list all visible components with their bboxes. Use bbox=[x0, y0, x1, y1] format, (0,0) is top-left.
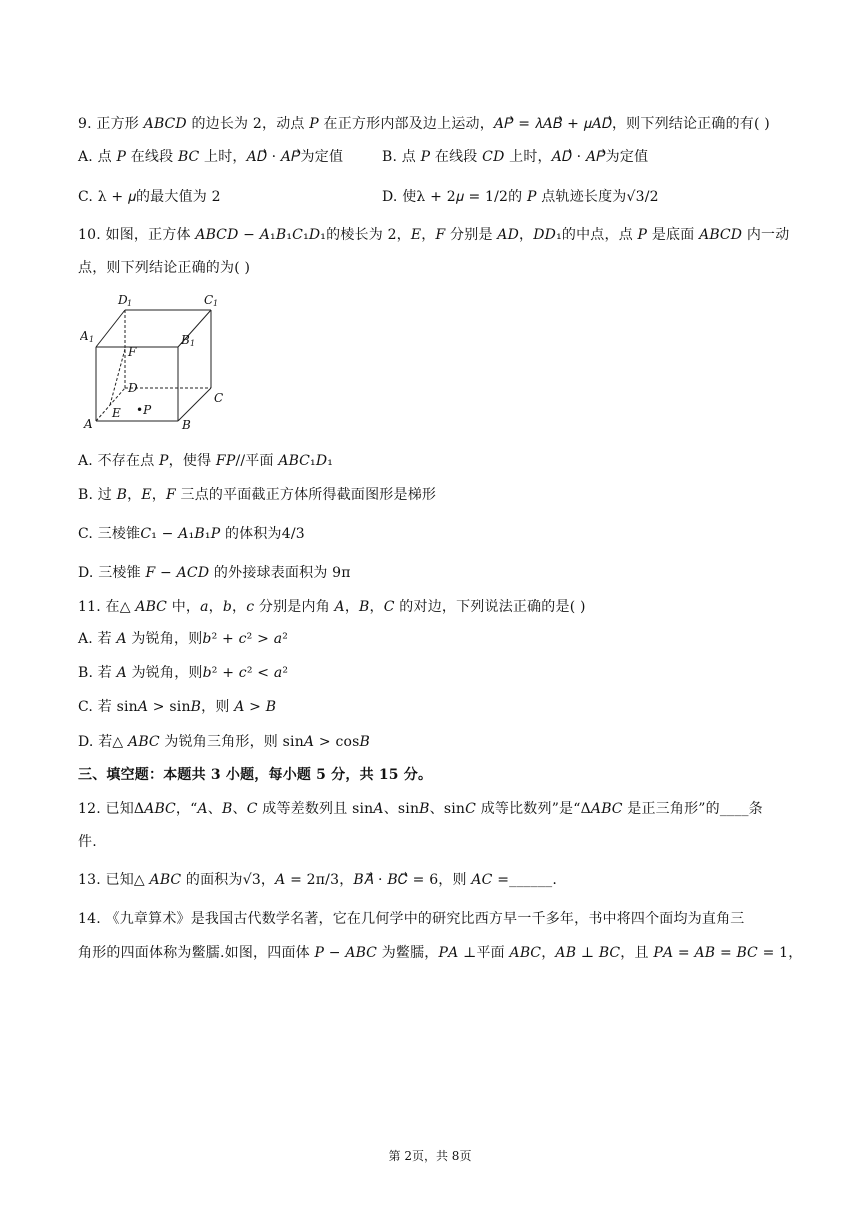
q9-stem: 9. 正方形 𝐴𝐵𝐶𝐷 的边长为 2，动点 𝑃 在正方形内部及边上运动，𝐴𝑃⃗ = 𝜆𝐴𝐵⃗ + 𝜇𝐴𝐷⃗，则下列结论正确的有( ) bbox=[78, 116, 770, 132]
label-b: B bbox=[182, 418, 191, 432]
label-a: A bbox=[84, 417, 93, 431]
q11-option-d: D. 若△ 𝐴𝐵𝐶 为锐角三角形，则 sin𝐴 > cos𝐵 bbox=[78, 734, 371, 750]
label-d: D bbox=[128, 381, 138, 395]
label-b1: B bbox=[181, 333, 190, 347]
page-footer: 第 2页，共 8页 bbox=[388, 1149, 472, 1163]
section-3-heading: 三、填空题：本题共 3 小题，每小题 5 分，共 15 分。 bbox=[78, 767, 433, 783]
label-d1: D bbox=[118, 293, 128, 307]
label-a1: A bbox=[80, 329, 89, 343]
label-p: •P bbox=[136, 403, 152, 417]
q11-stem: 11. 在△ 𝐴𝐵𝐶 中，𝑎，𝑏，𝑐 分别是内角 𝐴，𝐵，𝐶 的对边，下列说法正确的是( ) bbox=[78, 599, 586, 615]
q10-option-b: B. 过 𝐵，𝐸，𝐹 三点的平面截正方体所得截面图形是梯形 bbox=[78, 487, 437, 503]
label-b1-sub: 1 bbox=[190, 339, 196, 348]
q11-option-b: B. 若 𝐴 为锐角，则𝑏² + 𝑐² < 𝑎² bbox=[78, 665, 289, 681]
q10-option-c: C. 三棱锥𝐶₁ − 𝐴₁𝐵₁𝑃 的体积为4/3 bbox=[78, 526, 305, 542]
q10-option-d: D. 三棱锥 𝐹 − 𝐴𝐶𝐷 的外接球表面积为 9π bbox=[78, 565, 351, 581]
cube-figure bbox=[80, 288, 230, 436]
edge-bc bbox=[178, 388, 211, 421]
q9-option-a: A. 点 𝑃 在线段 𝐵𝐶 上时，𝐴𝐷⃗ · 𝐴𝑃⃗为定值 bbox=[78, 149, 344, 165]
label-c1-sub: 1 bbox=[213, 299, 219, 308]
q9-option-b: B. 点 𝑃 在线段 𝐶𝐷 上时，𝐴𝐷⃗ · 𝐴𝑃⃗为定值 bbox=[382, 149, 649, 165]
label-d1-sub: 1 bbox=[127, 299, 133, 308]
label-a1-sub: 1 bbox=[89, 335, 95, 344]
q14-line1: 14. 《九章算术》是我国古代数学名著，它在几何学中的研究比西方早一千多年，书中将四个面均为直角三 bbox=[78, 911, 745, 927]
q14-line2: 角形的四面体称为鳖臑.如图，四面体 𝑃 − 𝐴𝐵𝐶 为鳖臑，𝑃𝐴 ⊥平面 𝐴𝐵𝐶，𝐴𝐵 ⊥ 𝐵𝐶，且 𝑃𝐴 = 𝐴𝐵 = 𝐵𝐶 = 1， bbox=[78, 945, 803, 961]
q9-option-d: D. 使λ + 2𝜇 = 1/2的 𝑃 点轨迹长度为√3/2 bbox=[382, 189, 659, 205]
label-e: E bbox=[112, 406, 121, 420]
cube-diagram bbox=[80, 288, 230, 436]
q12-line1: 12. 已知Δ𝐴𝐵𝐶，“𝐴、𝐵、𝐶 成等差数列且 sin𝐴、sin𝐵、sin𝐶 成等比数列”是“Δ𝐴𝐵𝐶 是正三角形”的____条 bbox=[78, 801, 763, 817]
label-f: F bbox=[128, 345, 137, 359]
q11-option-c: C. 若 sin𝐴 > sin𝐵，则 𝐴 > 𝐵 bbox=[78, 699, 277, 715]
label-c: C bbox=[214, 391, 224, 405]
q12-line2: 件. bbox=[78, 834, 97, 850]
edge-a1d1 bbox=[96, 310, 125, 347]
q13: 13. 已知△ 𝐴𝐵𝐶 的面积为√3，𝐴 = 2π/3，𝐵𝐴⃗ · 𝐵𝐶⃗ = 6，则 𝐴𝐶 =______. bbox=[78, 872, 558, 888]
q10-option-a: A. 不存在点 𝑃，使得 𝐹𝑃//平面 𝐴𝐵𝐶₁𝐷₁ bbox=[78, 453, 334, 469]
q10-stem-line2: 点，则下列结论正确的为( ) bbox=[78, 260, 251, 276]
label-c1: C bbox=[204, 293, 214, 307]
q9-option-c: C. λ + 𝜇的最大值为 2 bbox=[78, 189, 221, 205]
q10-stem-line1: 10. 如图，正方体 𝐴𝐵𝐶𝐷 − 𝐴₁𝐵₁𝐶₁𝐷₁的棱长为 2，𝐸，𝐹 分别是 𝐴𝐷，𝐷𝐷₁的中点，点 𝑃 是底面 𝐴𝐵𝐶𝐷 内一动 bbox=[78, 227, 790, 243]
q11-option-a: A. 若 𝐴 为锐角，则𝑏² + 𝑐² > 𝑎² bbox=[78, 631, 289, 647]
